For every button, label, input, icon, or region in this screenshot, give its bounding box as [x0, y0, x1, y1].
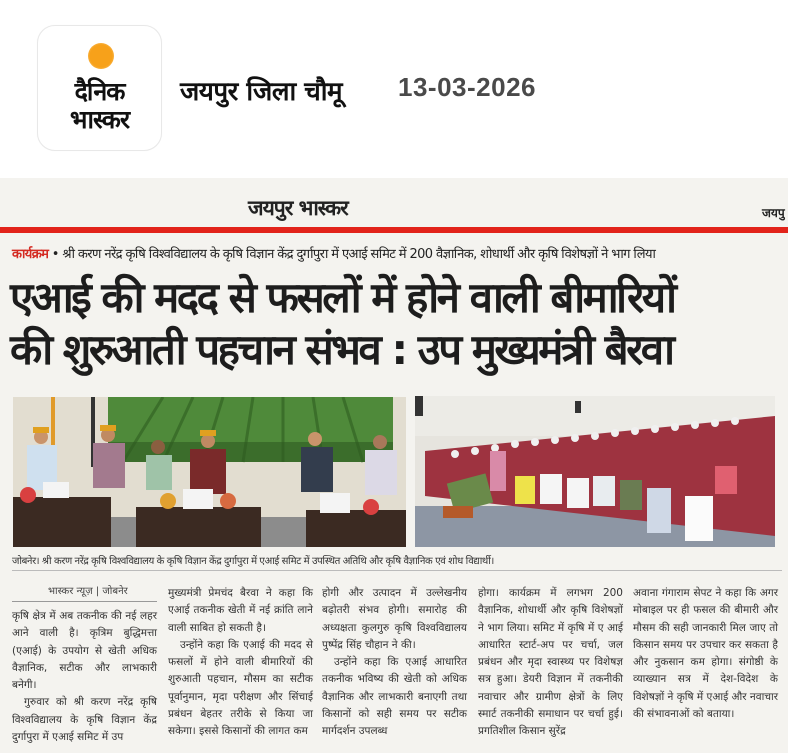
- logo-text-line1: दैनिक: [74, 77, 125, 106]
- article-column-2: [168, 585, 313, 741]
- photo-audience-hall: [415, 396, 775, 547]
- edition-title: जयपुर जिला चौमू: [180, 77, 343, 107]
- article-column-4: [478, 585, 623, 741]
- paragraph: होगा। कार्यक्रम में लगभग 200 वैज्ञानिक, शोधार्थी और कृषि विशेषज्ञों ने भाग लिया। समिट में कृषि में ए आई आधारित स्टार्ट-अप पर चर्चा, जल प्रबंधन और मृदा स्वास्थ्य पर विशेषज्ञ सत्र हुआ। डेयरी विज्ञान में तकनीकी नवाचार और ग्रामीण क्षेत्रों के लिए स्मार्ट तकनीकी समाधान पर चर्चा हुई। प्रगतिशील किसान सुरेंद्र: [478, 587, 623, 738]
- dainik-bhaskar-logo[interactable]: [37, 25, 162, 151]
- paragraph: उन्होंने कहा कि एआई की मदद से फसलों में होने वाली बीमारियों की शुरुआती पहचान, मौसम का सटीक पूर्वानुमान, मृदा परीक्षण और सिंचाई प्रबंधन बेहतर तरीके से किया जा सकेगा। इससे किसानों की लागत कम: [168, 638, 313, 738]
- paragraph: अवाना गंगाराम सेपट ने कहा कि अगर मोबाइल पर ही फसल की बीमारी और मौसम की सही जानकारी मिल जाए तो किसान समय पर उपचार कर सकता है और नुकसान कम होगा। संगोष्ठी के व्याख्यान सत्र में देश-विदेश के विशेषज्ञों ने कृषि में एआई और नवाचार की संभावनाओं को बताया।: [633, 587, 778, 721]
- page-masthead: जयपुर भास्कर: [248, 196, 348, 220]
- kicker-text: • श्री करण नरेंद्र कृषि विश्वविद्यालय के कृषि विज्ञान केंद्र दुर्गापुरा में एआई समिट में 200 वैज्ञानिक, शोधार्थी और कृषि विशेषज्ञों ने भाग लिया: [51, 247, 656, 262]
- caption-divider: [12, 570, 782, 571]
- article-column-5: [633, 585, 778, 723]
- article-headline: [10, 272, 785, 376]
- photo-stage-guests: [13, 397, 406, 547]
- kicker-label: कार्यक्रम: [12, 247, 49, 262]
- edition-date: 13-03-2026: [398, 72, 536, 102]
- byline-divider: [12, 601, 157, 602]
- kicker: [12, 244, 655, 262]
- paragraph: उन्होंने कहा कि एआई आधारित तकनीक भविष्य की खेती को अधिक वैज्ञानिक और लाभकारी बनाएगी तथा किसानों को सही समय पर सटीक मार्गदर्शन उपलब्ध: [322, 656, 467, 738]
- paragraph: गुरुवार को श्री करण नरेंद्र कृषि विश्वविद्यालय के कृषि विज्ञान केंद्र दुर्गापुरा में एआई समिट में उप: [12, 696, 157, 744]
- headline-line-2: की शुरुआती पहचान संभव : उप मुख्यमंत्री बैरवा: [10, 325, 673, 374]
- photo-caption: जोबनेर। श्री करण नरेंद्र कृषि विश्वविद्यालय के कृषि विज्ञान केंद्र दुर्गापुरा में एआई समिट में उपस्थित अतिथि और कृषि वैज्ञानिक एवं शोध विद्यार्थी।: [12, 556, 494, 567]
- paragraph: होगी और उत्पादन में उल्लेखनीय बढ़ोतरी संभव होगी। समारोह की अध्यक्षता कुलगुरु कृषि विश्वविद्यालय पुष्पेंद्र सिंह चौहान ने की।: [322, 587, 467, 651]
- paragraph: कृषि क्षेत्र में अब तकनीक की नई लहर आने वाली है। कृत्रिम बुद्धिमत्ता (एआई) के उपयोग से खेती अधिक वैज्ञानिक, सटीक और लाभकारी बनेगी।: [12, 610, 157, 692]
- app-header: [0, 0, 788, 178]
- article-column-3: [322, 585, 467, 741]
- sun-icon: [88, 43, 114, 69]
- byline: भास्कर न्यूज़ | जोबनेर: [48, 586, 128, 597]
- red-rule: [0, 227, 788, 233]
- logo-text-line2: भास्कर: [69, 105, 130, 134]
- paragraph: मुख्यमंत्री प्रेमचंद बैरवा ने कहा कि एआई तकनीक खेती में नई क्रांति लाने वाली साबित हो सकती है।: [168, 587, 313, 634]
- article-column-1: [12, 608, 157, 746]
- corner-label: जयपु: [762, 206, 785, 220]
- headline-line-1: एआई की मदद से फसलों में होने वाली बीमारियों: [10, 273, 675, 322]
